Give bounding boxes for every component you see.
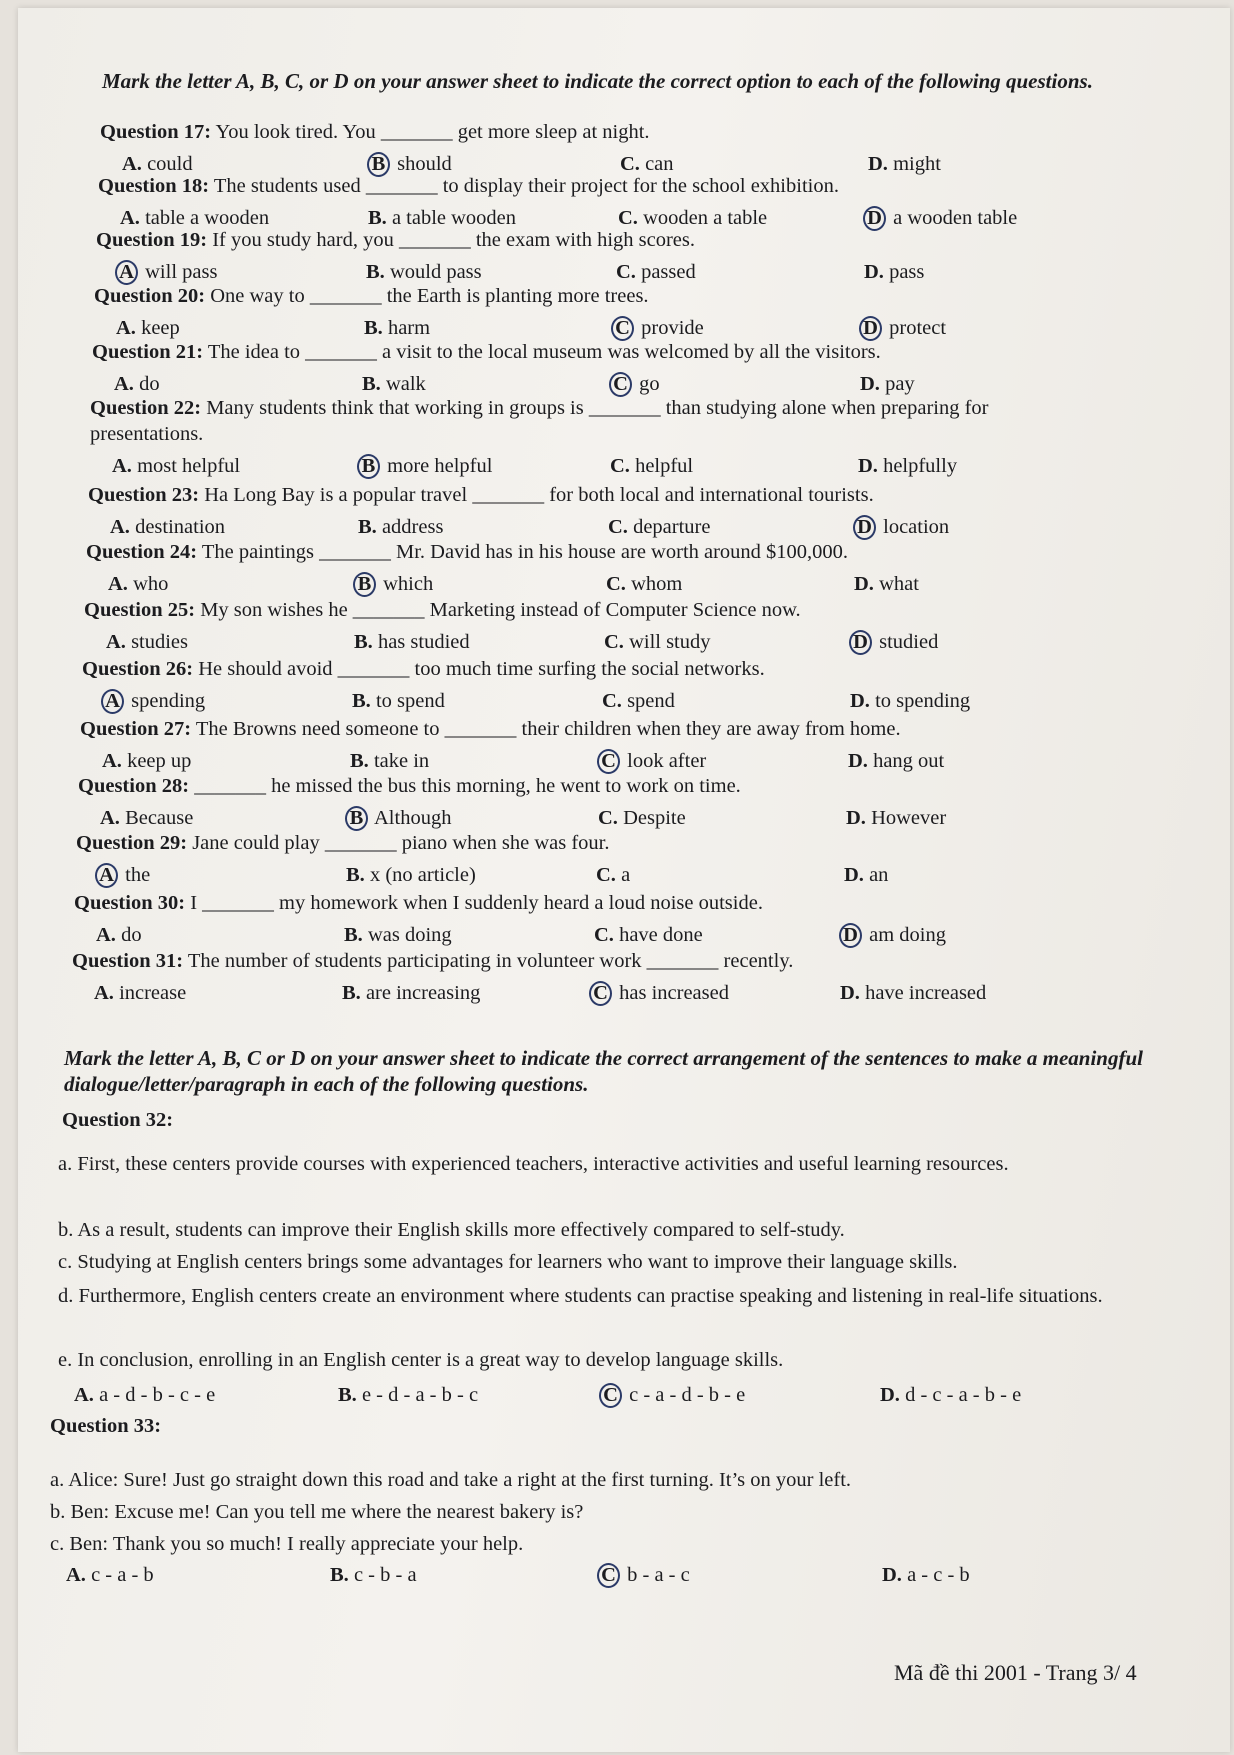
option-letter: B. xyxy=(346,864,365,886)
option-letter: B. xyxy=(366,261,385,283)
option-letter: A. xyxy=(116,317,136,339)
option-letter: D. xyxy=(844,864,864,886)
answer-option[interactable] xyxy=(864,259,924,285)
answer-option[interactable] xyxy=(858,453,957,479)
arrangement-sentence: c. Studying at English centers brings some advantages for learners who want to improve their language skills. xyxy=(58,1251,958,1273)
option-letter: C. xyxy=(598,807,618,829)
answer-option[interactable] xyxy=(862,315,946,341)
option-text: has increased xyxy=(619,982,729,1004)
option-text: helpful xyxy=(635,455,694,477)
option-letter: C. xyxy=(616,261,636,283)
option-text: what xyxy=(879,573,919,595)
question-stem xyxy=(100,119,650,145)
option-letter: D. xyxy=(860,373,880,395)
question-stem xyxy=(90,395,989,421)
option-letter: C. xyxy=(594,924,614,946)
option-letter: C. xyxy=(604,631,624,653)
option-text: who xyxy=(133,573,169,595)
question-number: Question 17: xyxy=(100,121,212,143)
option-text: look after xyxy=(627,750,707,772)
answer-option[interactable] xyxy=(112,453,240,479)
option-letter: D. xyxy=(864,261,884,283)
question-text: Many students think that working in groups is _______ than studying alone when preparing for xyxy=(206,397,989,419)
answer-option[interactable] xyxy=(74,1382,215,1408)
option-letter: D. xyxy=(880,1384,900,1406)
option-text: Because xyxy=(125,807,194,829)
question-text: The paintings _______ Mr. David has in his house are worth around $100,000. xyxy=(201,541,849,563)
option-letter: C. xyxy=(610,455,630,477)
option-text: departure xyxy=(633,516,711,538)
question-number: Question 29: xyxy=(76,832,188,854)
question-text: If you study hard, you _______ the exam with high scores. xyxy=(212,229,695,251)
option-letter: C. xyxy=(606,573,626,595)
option-letter: A. xyxy=(106,631,126,653)
question-text: The students used _______ to display their project for the school exhibition. xyxy=(213,175,839,197)
option-letter: D. xyxy=(868,153,888,175)
option-letter: D. xyxy=(848,750,868,772)
option-text: destination xyxy=(135,516,226,538)
dialogue-line: b. Ben: Excuse me! Can you tell me where the nearest bakery is? xyxy=(50,1501,584,1523)
circled-option-letter: D xyxy=(859,316,882,341)
option-text: to spend xyxy=(375,690,445,712)
option-text: Despite xyxy=(623,807,686,829)
option-letter: A. xyxy=(110,516,130,538)
option-letter: B. xyxy=(350,750,369,772)
question-number: Question 26: xyxy=(82,658,194,680)
answer-option[interactable] xyxy=(848,748,944,774)
question-number: Question 21: xyxy=(92,341,204,363)
option-text: studied xyxy=(879,631,939,653)
answer-option[interactable] xyxy=(866,205,1017,231)
option-text: go xyxy=(639,373,660,395)
answer-option[interactable] xyxy=(608,514,710,540)
answer-option[interactable] xyxy=(854,571,919,597)
option-text: have increased xyxy=(865,982,987,1004)
dialogue-line: a. Alice: Sure! Just go straight down this road and take a right at the first turning. It’s on your left. xyxy=(50,1469,852,1491)
question-text: One way to _______ the Earth is planting more trees. xyxy=(210,285,649,307)
option-letter: C. xyxy=(608,516,628,538)
answer-option[interactable] xyxy=(96,922,142,948)
option-text: keep xyxy=(141,317,180,339)
question-text: The Browns need someone to _______ their children when they are away from home. xyxy=(195,718,901,740)
option-text: walk xyxy=(385,373,426,395)
answer-option[interactable] xyxy=(606,571,682,597)
option-text: keep up xyxy=(127,750,192,772)
answer-option[interactable] xyxy=(600,748,706,774)
option-letter: A. xyxy=(74,1384,94,1406)
answer-option[interactable] xyxy=(338,1382,478,1408)
option-text: will pass xyxy=(145,261,218,283)
option-text: protect xyxy=(889,317,947,339)
circled-option-letter: B xyxy=(367,152,390,177)
answer-option[interactable] xyxy=(342,980,480,1006)
answer-option[interactable] xyxy=(602,688,675,714)
answer-option[interactable] xyxy=(108,571,168,597)
option-text: Although xyxy=(374,807,452,829)
arrangement-sentence: a. First, these centers provide courses with experienced teachers, interactive activities and useful learning resources. xyxy=(58,1153,1009,1175)
option-text: b - a - c xyxy=(627,1564,690,1586)
option-text: take in xyxy=(373,750,430,772)
answer-option[interactable] xyxy=(356,571,433,597)
question-text: The idea to _______ a visit to the local museum was welcomed by all the visitors. xyxy=(207,341,881,363)
option-letter: A. xyxy=(108,573,128,595)
option-letter: D. xyxy=(850,690,870,712)
question-number: Question 23: xyxy=(88,484,200,506)
question-stem xyxy=(86,539,848,565)
page-footer: Mã đề thi 2001 - Trang 3/ 4 xyxy=(894,1660,1137,1685)
circled-option-letter: D xyxy=(849,630,872,655)
answer-option[interactable] xyxy=(850,688,970,714)
circled-option-letter: A xyxy=(115,260,138,285)
answer-option[interactable] xyxy=(882,1562,970,1588)
circled-option-letter: B xyxy=(345,806,368,831)
circled-option-letter: A xyxy=(101,689,124,714)
option-letter: B. xyxy=(364,317,383,339)
option-letter: B. xyxy=(330,1564,349,1586)
option-text: increase xyxy=(119,982,187,1004)
question-stem xyxy=(84,597,801,623)
question-stem xyxy=(92,339,881,365)
option-letter: B. xyxy=(338,1384,357,1406)
arrangement-sentence: e. In conclusion, enrolling in an English center is a great way to develop language skills. xyxy=(58,1349,784,1371)
option-text: a table wooden xyxy=(391,207,517,229)
answer-option[interactable] xyxy=(346,862,476,888)
answer-option[interactable] xyxy=(360,453,492,479)
answer-option[interactable] xyxy=(844,862,888,888)
option-text: which xyxy=(383,573,434,595)
answer-option[interactable] xyxy=(840,980,986,1006)
question-stem xyxy=(94,283,649,309)
option-letter: D. xyxy=(882,1564,902,1586)
option-letter: A. xyxy=(114,373,134,395)
question-stem xyxy=(98,173,839,199)
option-text: pass xyxy=(889,261,925,283)
option-text: pay xyxy=(885,373,915,395)
answer-option[interactable] xyxy=(106,629,188,655)
option-text: wooden a table xyxy=(643,207,768,229)
option-text: location xyxy=(883,516,950,538)
answer-option[interactable] xyxy=(614,315,704,341)
option-letter: A. xyxy=(112,455,132,477)
question-stem xyxy=(96,227,695,253)
question-number: Question 24: xyxy=(86,541,198,563)
question-text: You look tired. You _______ get more sleep at night. xyxy=(215,121,650,143)
option-text: d - c - a - b - e xyxy=(905,1384,1022,1406)
option-letter: A. xyxy=(122,153,142,175)
circled-option-letter: D xyxy=(839,923,862,948)
option-letter: A. xyxy=(102,750,122,772)
option-letter: B. xyxy=(362,373,381,395)
question-stem xyxy=(72,948,793,974)
circled-option-letter: D xyxy=(863,206,886,231)
answer-option[interactable] xyxy=(868,151,941,177)
option-text: harm xyxy=(387,317,431,339)
option-text: However xyxy=(871,807,947,829)
answer-option[interactable] xyxy=(362,371,426,397)
question-number: Question 19: xyxy=(96,229,208,251)
answer-option[interactable] xyxy=(354,629,470,655)
circled-option-letter: B xyxy=(357,454,380,479)
answer-option[interactable] xyxy=(592,980,729,1006)
circled-option-letter: D xyxy=(853,515,876,540)
option-text: c - a - d - b - e xyxy=(629,1384,746,1406)
question-text: The number of students participating in volunteer work _______ recently. xyxy=(187,950,794,972)
option-text: do xyxy=(139,373,160,395)
answer-option[interactable] xyxy=(610,453,693,479)
question-text: Jane could play _______ piano when she was four. xyxy=(192,832,610,854)
answer-option[interactable] xyxy=(66,1562,154,1588)
option-text: to spending xyxy=(875,690,971,712)
option-letter: A. xyxy=(100,807,120,829)
answer-option[interactable] xyxy=(616,259,696,285)
option-text: a wooden table xyxy=(893,207,1018,229)
option-letter: A. xyxy=(96,924,116,946)
option-text: studies xyxy=(131,631,189,653)
answer-option[interactable] xyxy=(846,805,946,831)
option-text: e - d - a - b - c xyxy=(361,1384,479,1406)
arrangement-sentence: d. Furthermore, English centers create an environment where students can practise speaking and listening in real-life situations. xyxy=(58,1285,1103,1307)
section-instruction: Mark the letter A, B, C or D on your answer sheet to indicate the correct arrangement of the sentences to make a meaningful dialogue/letter/paragraph in each of the following questions. xyxy=(64,1046,1143,1096)
option-text: more helpful xyxy=(387,455,493,477)
option-letter: A. xyxy=(94,982,114,1004)
question-number: Question 18: xyxy=(98,175,210,197)
question-text: I _______ my homework when I suddenly heard a loud noise outside. xyxy=(190,892,763,914)
option-letter: D. xyxy=(840,982,860,1004)
answer-option[interactable] xyxy=(364,315,430,341)
question-number: Question 32: xyxy=(62,1109,174,1131)
option-letter: B. xyxy=(352,690,371,712)
option-text: a xyxy=(621,864,631,886)
answer-option[interactable] xyxy=(842,922,946,948)
option-text: am doing xyxy=(869,924,946,946)
option-text: provide xyxy=(641,317,704,339)
option-letter: A. xyxy=(120,207,140,229)
answer-option[interactable] xyxy=(366,259,482,285)
option-text: passed xyxy=(641,261,696,283)
option-text: can xyxy=(645,153,674,175)
question-stem xyxy=(82,656,765,682)
option-text: address xyxy=(381,516,444,538)
circled-option-letter: C xyxy=(609,372,632,397)
question-stem xyxy=(88,482,874,508)
question-number: Question 22: xyxy=(90,397,202,419)
question-stem xyxy=(76,830,610,856)
option-text: helpfully xyxy=(883,455,958,477)
answer-option[interactable] xyxy=(596,862,630,888)
option-text: c - a - b xyxy=(91,1564,154,1586)
question-number: Question 25: xyxy=(84,599,196,621)
option-letter: A. xyxy=(66,1564,86,1586)
circled-option-letter: B xyxy=(353,572,376,597)
answer-option[interactable] xyxy=(598,805,686,831)
option-text: a - c - b xyxy=(907,1564,970,1586)
answer-option[interactable] xyxy=(352,688,445,714)
option-text: a - d - b - c - e xyxy=(99,1384,216,1406)
answer-option[interactable] xyxy=(104,688,205,714)
question-number: Question 30: xyxy=(74,892,186,914)
question-number: Question 31: xyxy=(72,950,184,972)
option-text: would pass xyxy=(389,261,482,283)
option-letter: C. xyxy=(620,153,640,175)
answer-option[interactable] xyxy=(612,371,660,397)
answer-option[interactable] xyxy=(604,629,711,655)
answer-option[interactable] xyxy=(102,748,191,774)
answer-option[interactable] xyxy=(350,748,429,774)
answer-option[interactable] xyxy=(600,1562,690,1588)
answer-option[interactable] xyxy=(860,371,915,397)
question-number: Question 33: xyxy=(50,1415,162,1437)
circled-option-letter: A xyxy=(95,863,118,888)
answer-option[interactable] xyxy=(594,922,703,948)
section-instruction: Mark the letter A, B, C, or D on your answer sheet to indicate the correct option to each of the following questions. xyxy=(102,69,1093,93)
answer-option[interactable] xyxy=(100,805,193,831)
option-text: was doing xyxy=(367,924,452,946)
option-text: could xyxy=(147,153,193,175)
answer-option[interactable] xyxy=(110,514,225,540)
option-text: whom xyxy=(631,573,683,595)
option-letter: D. xyxy=(858,455,878,477)
option-text: spend xyxy=(627,690,675,712)
option-text: might xyxy=(893,153,941,175)
answer-option[interactable] xyxy=(330,1562,417,1588)
option-letter: D. xyxy=(854,573,874,595)
question-number: Question 20: xyxy=(94,285,206,307)
option-text: an xyxy=(869,864,889,886)
option-text: most helpful xyxy=(137,455,241,477)
option-text: have done xyxy=(619,924,703,946)
option-letter: B. xyxy=(368,207,387,229)
dialogue-line: c. Ben: Thank you so much! I really appreciate your help. xyxy=(50,1533,524,1555)
option-letter: C. xyxy=(602,690,622,712)
circled-option-letter: C xyxy=(611,316,634,341)
option-text: will study xyxy=(629,631,711,653)
question-text: _______ he missed the bus this morning, he went to work on time. xyxy=(194,775,741,797)
option-text: c - b - a xyxy=(353,1564,417,1586)
option-text: do xyxy=(121,924,142,946)
question-text-continued: presentations. xyxy=(90,423,204,445)
circled-option-letter: C xyxy=(597,1563,620,1588)
question-text: My son wishes he _______ Marketing instead of Computer Science now. xyxy=(200,599,801,621)
answer-option[interactable] xyxy=(358,514,443,540)
answer-option[interactable] xyxy=(348,805,451,831)
question-text: Ha Long Bay is a popular travel _______ for both local and international tourists. xyxy=(204,484,874,506)
answer-option[interactable] xyxy=(602,1382,745,1408)
option-text: should xyxy=(397,153,452,175)
option-letter: B. xyxy=(342,982,361,1004)
answer-option[interactable] xyxy=(852,629,938,655)
answer-option[interactable] xyxy=(344,922,452,948)
option-letter: C. xyxy=(618,207,638,229)
answer-option[interactable] xyxy=(118,259,217,285)
option-text: has studied xyxy=(377,631,470,653)
answer-option[interactable] xyxy=(94,980,186,1006)
option-text: are increasing xyxy=(365,982,481,1004)
circled-option-letter: C xyxy=(589,981,612,1006)
question-stem xyxy=(78,773,741,799)
option-text: hang out xyxy=(873,750,945,772)
option-letter: B. xyxy=(354,631,373,653)
option-letter: B. xyxy=(344,924,363,946)
option-text: x (no article) xyxy=(369,864,476,886)
arrangement-sentence: b. As a result, students can improve their English skills more effectively compared to self-study. xyxy=(58,1219,845,1241)
circled-option-letter: C xyxy=(599,1383,622,1408)
question-number: Question 28: xyxy=(78,775,190,797)
question-text: He should avoid _______ too much time surfing the social networks. xyxy=(198,658,765,680)
option-letter: B. xyxy=(358,516,377,538)
answer-option[interactable] xyxy=(98,862,150,888)
option-text: spending xyxy=(131,690,206,712)
answer-option[interactable] xyxy=(114,371,160,397)
option-text: table a wooden xyxy=(145,207,270,229)
answer-option[interactable] xyxy=(880,1382,1021,1408)
answer-option[interactable] xyxy=(116,315,180,341)
circled-option-letter: C xyxy=(597,749,620,774)
question-stem xyxy=(74,890,763,916)
question-stem xyxy=(80,716,901,742)
option-letter: D. xyxy=(846,807,866,829)
option-letter: C. xyxy=(596,864,616,886)
option-text: the xyxy=(125,864,151,886)
answer-option[interactable] xyxy=(856,514,949,540)
question-number: Question 27: xyxy=(80,718,192,740)
